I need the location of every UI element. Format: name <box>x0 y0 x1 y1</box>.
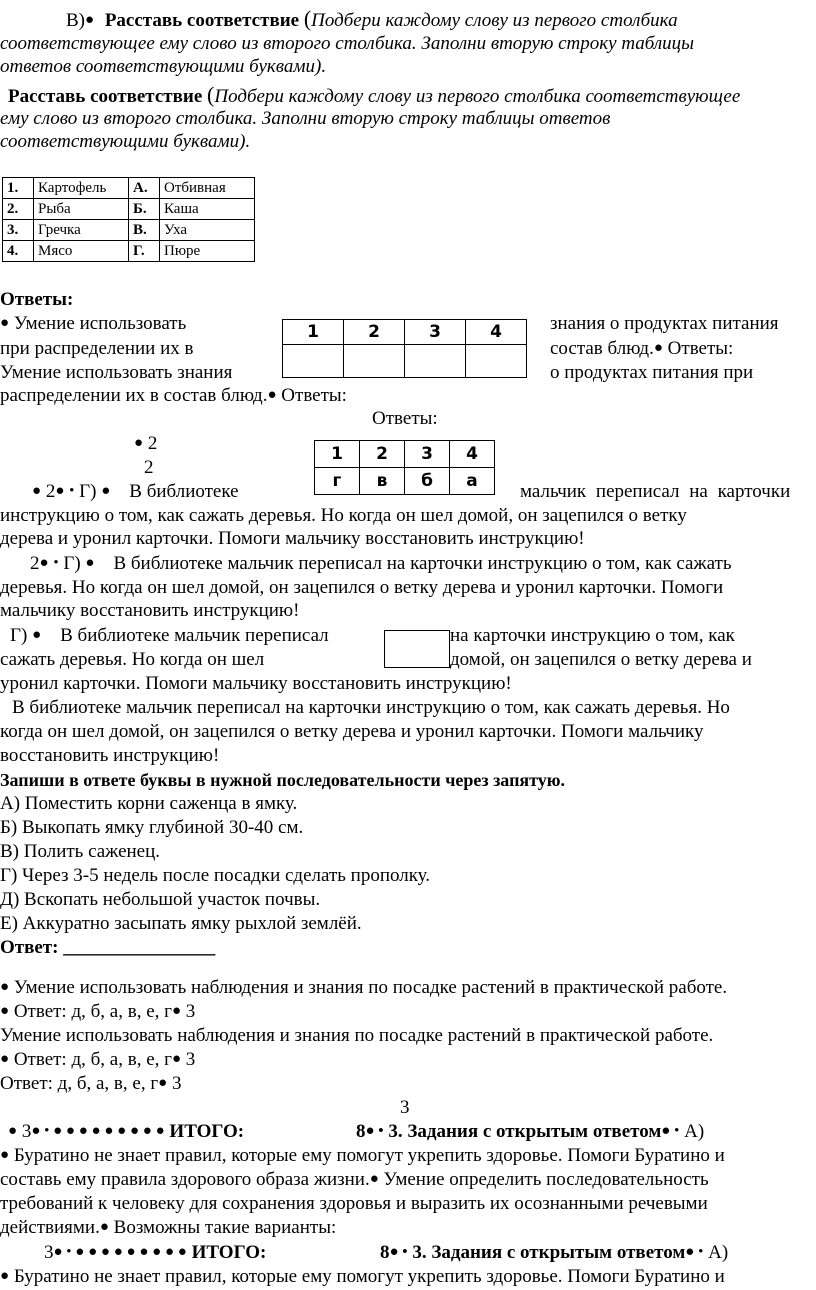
bullet-icon: ● <box>158 1075 168 1091</box>
list-item: Е) Аккуратно засыпать ямку рыхлой землёй. <box>0 913 362 934</box>
buratino-text: Умение определить последовательность <box>383 1169 709 1190</box>
library-text: В библиотеке мальчик переписал на карточки инструкцию о том, как сажать <box>113 553 732 574</box>
skill2-line-2 <box>0 1001 195 1024</box>
heading-instruction-2: соответствующее ему слово из второго столбика. Заполни вторую строку таблицы <box>0 33 695 54</box>
heading-title: Расставь соответствие <box>104 10 300 31</box>
mark: 2 <box>45 481 56 502</box>
answer-head-cell: 1 <box>283 320 344 345</box>
list-item: Г) Через 3-5 недель после посадки сделать прополку. <box>0 865 431 886</box>
table-row <box>3 241 255 262</box>
mark: Г) <box>63 553 81 574</box>
skill-line-2b <box>550 338 733 361</box>
bullet-icon: ● • <box>365 1123 384 1139</box>
answer-empty-cell[interactable] <box>466 345 527 378</box>
answers-label: Ответы: <box>0 289 74 310</box>
table-cell-num: 4. <box>3 241 34 262</box>
heading2-instruction: Подбери каждому слову из первого столбика соответствующее <box>214 86 741 107</box>
answer-empty-cell[interactable] <box>405 345 466 378</box>
skill-line-1b: знания о продуктах питания <box>550 313 779 334</box>
table-cell-word: Картофель <box>34 178 129 199</box>
library-p2-line-3: мальчику восстановить инструкцию! <box>0 600 300 621</box>
table-cell-num: 1. <box>3 178 34 199</box>
answer-head-cell: 3 <box>405 320 466 345</box>
skill2-line-3: Умение использовать наблюдения и знания по посадке растений в практической работе. <box>0 1025 714 1046</box>
mark: 3 <box>185 1049 196 1070</box>
bullet-icon: ● <box>0 1268 10 1284</box>
task-letter: В) <box>66 10 85 31</box>
skill2-text: Ответ: д, б, а, в, е, г <box>13 1049 172 1070</box>
task3-title: 3. Задания с открытым ответом <box>412 1242 686 1263</box>
total-line-2 <box>44 1242 266 1265</box>
table-cell-let: А. <box>129 178 160 199</box>
bullet-icon: ● <box>99 1219 109 1235</box>
answer-head-cell: 2 <box>360 441 405 468</box>
bullet-icon: ● <box>653 340 663 356</box>
buratino-line-3: требований к человеку для сохранения здоровья и выразить их осознанными речевыми <box>0 1193 708 1214</box>
task3-title: 3. Задания с открытым ответом <box>388 1121 662 1142</box>
skill-text: распределении их в состав блюд. <box>0 385 268 406</box>
bullet-icon: ● • <box>389 1244 408 1260</box>
mark: А) <box>684 1121 705 1142</box>
library-p3-line-3: уронил карточки. Помоги мальчику восстановить инструкцию! <box>0 673 512 694</box>
bullet-icon: ● <box>0 1051 10 1067</box>
library-p2-line-2: деревья. Но когда он шел домой, он зацепился о ветку дерева и уронил карточки. Помоги <box>0 577 724 598</box>
skill-line-2a: при распределении их в <box>0 338 194 359</box>
library-p3-line-2b: домой, он зацепился о ветку дерева и <box>450 649 752 670</box>
skill-text: Ответы: <box>281 385 347 406</box>
mark: Г) <box>10 625 28 646</box>
bullet-icon: ● • <box>685 1244 704 1260</box>
matching-table <box>2 177 255 262</box>
bullet-icon: ● • ● ● ● ● ● ● ● ● ● <box>53 1244 187 1260</box>
heading2-title: Расставь соответствие <box>8 86 203 107</box>
answer-value-cell: г <box>315 468 360 495</box>
bullet-icon: ● <box>171 1003 181 1019</box>
answer-head-cell: 4 <box>466 320 527 345</box>
bullet-icon: ● <box>32 483 42 499</box>
skill2-text: Ответ: д, б, а, в, е, г <box>0 1073 159 1094</box>
mark: 3 <box>44 1242 54 1263</box>
bullet-icon: • <box>69 483 75 499</box>
buratino-line-6 <box>0 1266 725 1289</box>
table-cell-dish: Отбивная <box>160 178 255 199</box>
library-p2-line-1 <box>30 553 732 576</box>
list-item: А) Поместить корни саженца в ямку. <box>0 793 298 814</box>
answer-head-cell: 1 <box>315 441 360 468</box>
list-item: В) Полить саженец. <box>0 841 161 862</box>
heading-line-1 <box>66 8 678 33</box>
heading2-line-1 <box>8 84 740 108</box>
buratino-text: составь ему правила здорового образа жизни. <box>0 1169 370 1190</box>
table-cell-let: Б. <box>129 199 160 220</box>
library-text: В библиотеке <box>129 481 239 502</box>
list-item: Д) Вскопать небольшой участок почвы. <box>0 889 321 910</box>
bullet-icon: ● <box>0 979 10 995</box>
answer-empty-cell[interactable] <box>344 345 405 378</box>
bullet-icon: • <box>53 555 59 571</box>
buratino-text: Буратино не знает правил, которые ему помогут укрепить здоровье. Помоги Буратино и <box>13 1145 725 1166</box>
table-cell-let: Г. <box>129 241 160 262</box>
bullet-icon: ● <box>369 1171 379 1187</box>
library-p3-line-1b: на карточки инструкцию о том, как <box>450 625 735 646</box>
bullet-icon: ● <box>8 1123 18 1139</box>
mark: 2 <box>30 553 40 574</box>
table-cell-word: Мясо <box>34 241 129 262</box>
heading2-instruction-3: соответствующими буквами). <box>0 131 251 152</box>
bullet-icon: ● <box>0 1003 10 1019</box>
mark: А) <box>708 1242 729 1263</box>
skill2-line-1 <box>0 977 727 1000</box>
bullet-icon: ● <box>171 1051 181 1067</box>
heading2-instruction-2: ему слово из второго столбика. Заполни вторую строку таблицы ответов <box>0 108 611 129</box>
table-cell-num: 3. <box>3 220 34 241</box>
paren: ( <box>207 82 215 107</box>
heading-instruction: Подбери каждому слову из первого столбика <box>311 10 678 31</box>
mark: 8 <box>356 1121 366 1142</box>
mark: 8 <box>380 1242 390 1263</box>
library-p4-line-3: восстановить инструкцию! <box>0 745 220 766</box>
mark: 2 <box>147 433 158 454</box>
total-line-1b <box>356 1121 704 1144</box>
skill-line-1a <box>0 313 186 336</box>
total-line-1 <box>8 1121 244 1144</box>
buratino-line-4 <box>0 1217 336 1240</box>
table-cell-word: Рыба <box>34 199 129 220</box>
library-p4-line-2: когда он шел домой, он зацепился о ветку дерева и уронил карточки. Помоги мальчику <box>0 721 704 742</box>
table-cell-dish: Пюре <box>160 241 255 262</box>
buratino-text: Буратино не знает правил, которые ему помогут укрепить здоровье. Помоги Буратино и <box>13 1266 725 1287</box>
skill-text: Ответы: <box>667 338 734 359</box>
bullet-icon: ● <box>32 627 42 643</box>
buratino-line-1 <box>0 1145 725 1168</box>
library-text: В библиотеке мальчик переписал <box>60 625 329 646</box>
skill-line-4 <box>0 385 347 408</box>
bullet-icon: ● • <box>661 1123 680 1139</box>
skill2-text: Умение использовать наблюдения и знания по посадке растений в практической работе. <box>13 977 728 998</box>
skill-text: Умение использовать <box>13 313 187 334</box>
mark: 3 <box>185 1001 196 1022</box>
skill2-line-4 <box>0 1049 195 1072</box>
task-instruction: Запиши в ответе буквы в нужной последовательности через запятую. <box>0 770 566 790</box>
table-row <box>3 178 255 199</box>
list-item: Б) Выкопать ямку глубиной 30-40 см. <box>0 817 304 838</box>
table-row <box>3 199 255 220</box>
table-cell-num: 2. <box>3 199 34 220</box>
buratino-text: Возможны такие варианты: <box>113 1217 337 1238</box>
answer-head-cell: 3 <box>405 441 450 468</box>
bullet-icon: ● <box>267 387 277 403</box>
answers-center-label: Ответы: <box>372 408 438 429</box>
library-line-1 <box>32 481 239 504</box>
bullet-icon: ● <box>55 483 65 499</box>
table-cell-let: В. <box>129 220 160 241</box>
answer-empty-cell[interactable] <box>283 345 344 378</box>
total-line-2b <box>380 1242 728 1265</box>
bullet-icon: ● • ● ● ● ● ● ● ● ● ● <box>31 1123 165 1139</box>
paren: ( <box>303 6 312 31</box>
library-p4-line-1: В библиотеке мальчик переписал на карточки инструкцию о том, как сажать деревья. Но <box>12 697 730 718</box>
bullet-icon: ● <box>101 483 111 499</box>
library-p3-line-2a: сажать деревья. Но когда он шел <box>0 649 265 670</box>
answer-value-cell: а <box>450 468 495 495</box>
bullet-icon: ● <box>134 435 144 451</box>
buratino-text: действиями. <box>0 1217 100 1238</box>
mark-two-b: 2 <box>144 457 154 478</box>
skill-line-3b: о продуктах питания при <box>550 362 754 383</box>
mark-two <box>134 433 157 456</box>
table-cell-dish: Уха <box>160 220 255 241</box>
skill-text: состав блюд. <box>550 338 654 359</box>
page-number: 3 <box>400 1097 410 1118</box>
itogo: ИТОГО: <box>169 1121 245 1142</box>
mark: 3 <box>21 1121 32 1142</box>
heading-instruction-3: ответов соответствующими буквами). <box>0 56 327 77</box>
library-line-1b: мальчик переписал на карточки <box>520 481 791 502</box>
bullet-icon: ● <box>85 12 95 28</box>
table-cell-word: Гречка <box>34 220 129 241</box>
bullet-icon: ● <box>39 555 49 571</box>
bullet-icon: ● <box>85 555 95 571</box>
mark: Г) <box>79 481 97 502</box>
answer-value-cell: в <box>360 468 405 495</box>
mark: 3 <box>171 1073 182 1094</box>
library-p3-line-1 <box>10 625 329 648</box>
table-cell-dish: Каша <box>160 199 255 220</box>
library-line-2: инструкцию о том, как сажать деревья. Но когда он шел домой, он зацепился о ветку <box>0 505 687 526</box>
buratino-line-2 <box>0 1169 709 1192</box>
bullet-icon: ● <box>0 315 10 331</box>
skill-line-3a: Умение использовать знания <box>0 362 233 383</box>
library-line-3: дерева и уронил карточки. Помоги мальчику восстановить инструкцию! <box>0 528 585 549</box>
table-row <box>3 220 255 241</box>
empty-card-box <box>384 630 450 668</box>
answer-value-cell: б <box>405 468 450 495</box>
answer-head-cell: 2 <box>344 320 405 345</box>
answer-table-filled <box>314 440 495 495</box>
answer-head-cell: 4 <box>450 441 495 468</box>
skill2-text: Ответ: д, б, а, в, е, г <box>13 1001 172 1022</box>
skill2-line-5 <box>0 1073 181 1096</box>
answer-line: Ответ: ________________ <box>0 937 216 958</box>
itogo: ИТОГО: <box>191 1242 267 1263</box>
bullet-icon: ● <box>0 1147 10 1163</box>
answer-table-empty <box>282 319 527 378</box>
